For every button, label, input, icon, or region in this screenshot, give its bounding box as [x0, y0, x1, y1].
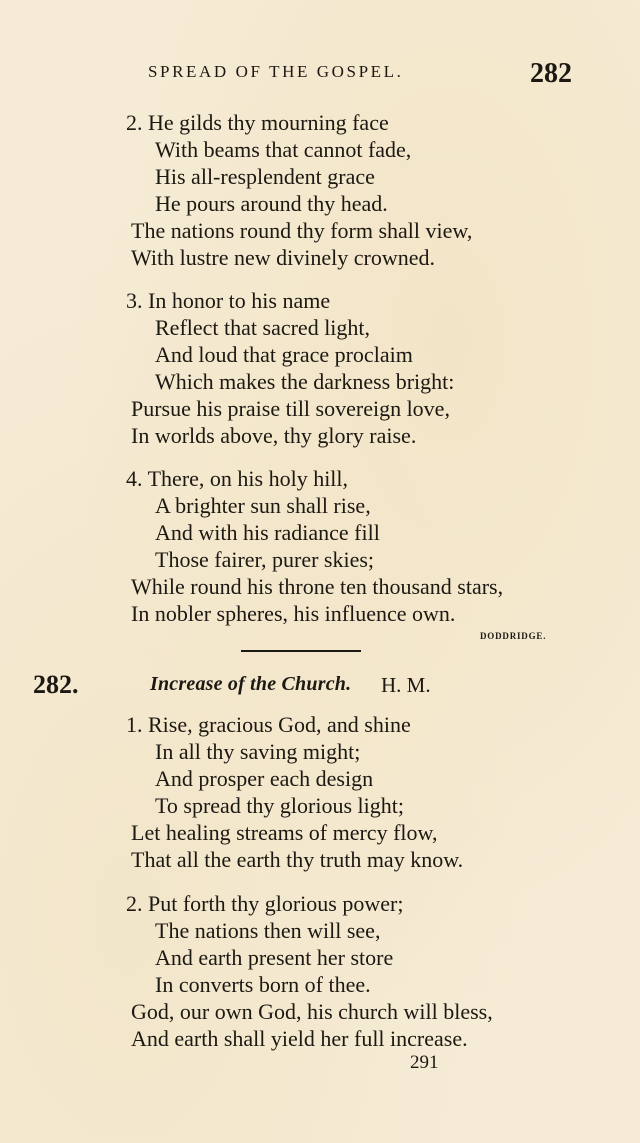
- stanza-line: He pours around thy head.: [155, 191, 388, 216]
- section-divider: [241, 650, 361, 652]
- hymn-number-header: 282: [530, 58, 572, 89]
- stanza-number: 4.: [126, 466, 143, 491]
- stanza-line: His all-resplendent grace: [155, 164, 375, 189]
- stanza-line: [126, 466, 348, 492]
- hymn-number: 282.: [33, 670, 79, 699]
- stanza-line: God, our own God, his church will bless,: [131, 999, 493, 1024]
- hymn-title: Increase of the Church.: [150, 673, 352, 695]
- verse-line-text: Rise, gracious God, and shine: [148, 712, 411, 737]
- stanza-line: [126, 288, 330, 314]
- stanza-line: Those fairer, purer skies;: [155, 547, 375, 572]
- stanza-line: A brighter sun shall rise,: [155, 493, 371, 518]
- running-head-title: SPREAD OF THE GOSPEL.: [148, 62, 404, 81]
- stanza-line: To spread thy glorious light;: [155, 793, 404, 818]
- stanza-line: And loud that grace proclaim: [155, 342, 413, 367]
- hymn-meter: H. M.: [381, 673, 431, 697]
- stanza-line: Pursue his praise till sovereign love,: [131, 396, 450, 421]
- stanza-line: In nobler spheres, his influence own.: [131, 601, 456, 626]
- stanza-line: Which makes the darkness bright:: [155, 369, 455, 394]
- stanza-line: That all the earth thy truth may know.: [131, 847, 464, 872]
- verse-line-text: In honor to his name: [148, 288, 331, 313]
- stanza-line: While round his throne ten thousand stars,: [131, 574, 504, 599]
- stanza-line: Let healing streams of mercy flow,: [131, 820, 438, 845]
- stanza-line: And earth present her store: [155, 945, 394, 970]
- stanza-line: The nations round thy form shall view,: [131, 218, 473, 243]
- stanza-line: [126, 110, 389, 136]
- stanza-line: In converts born of thee.: [155, 972, 371, 997]
- verse-line-text: There, on his holy hill,: [147, 466, 349, 491]
- stanza-line: [126, 891, 403, 917]
- stanza-line: In all thy saving might;: [155, 739, 361, 764]
- stanza-number: 3.: [126, 288, 143, 313]
- stanza-line: [126, 712, 411, 738]
- page-number: 291: [410, 1052, 439, 1073]
- author-attribution: DODDRIDGE.: [480, 631, 547, 641]
- stanza-line: And with his radiance fill: [155, 520, 380, 545]
- stanza-number: 2.: [126, 110, 143, 135]
- stanza-line: With lustre new divinely crowned.: [131, 245, 435, 270]
- stanza-line: Reflect that sacred light,: [155, 315, 371, 340]
- stanza-number: 2.: [126, 891, 143, 916]
- stanza-line: And prosper each design: [155, 766, 374, 791]
- verse-line-text: Put forth thy glorious power;: [148, 891, 404, 916]
- stanza-line: And earth shall yield her full increase.: [131, 1026, 468, 1051]
- stanza-line: In worlds above, thy glory raise.: [131, 423, 417, 448]
- stanza-line: With beams that cannot fade,: [155, 137, 412, 162]
- stanza-line: The nations then will see,: [155, 918, 381, 943]
- stanza-number: 1.: [126, 712, 143, 737]
- verse-line-text: He gilds thy mourning face: [148, 110, 389, 135]
